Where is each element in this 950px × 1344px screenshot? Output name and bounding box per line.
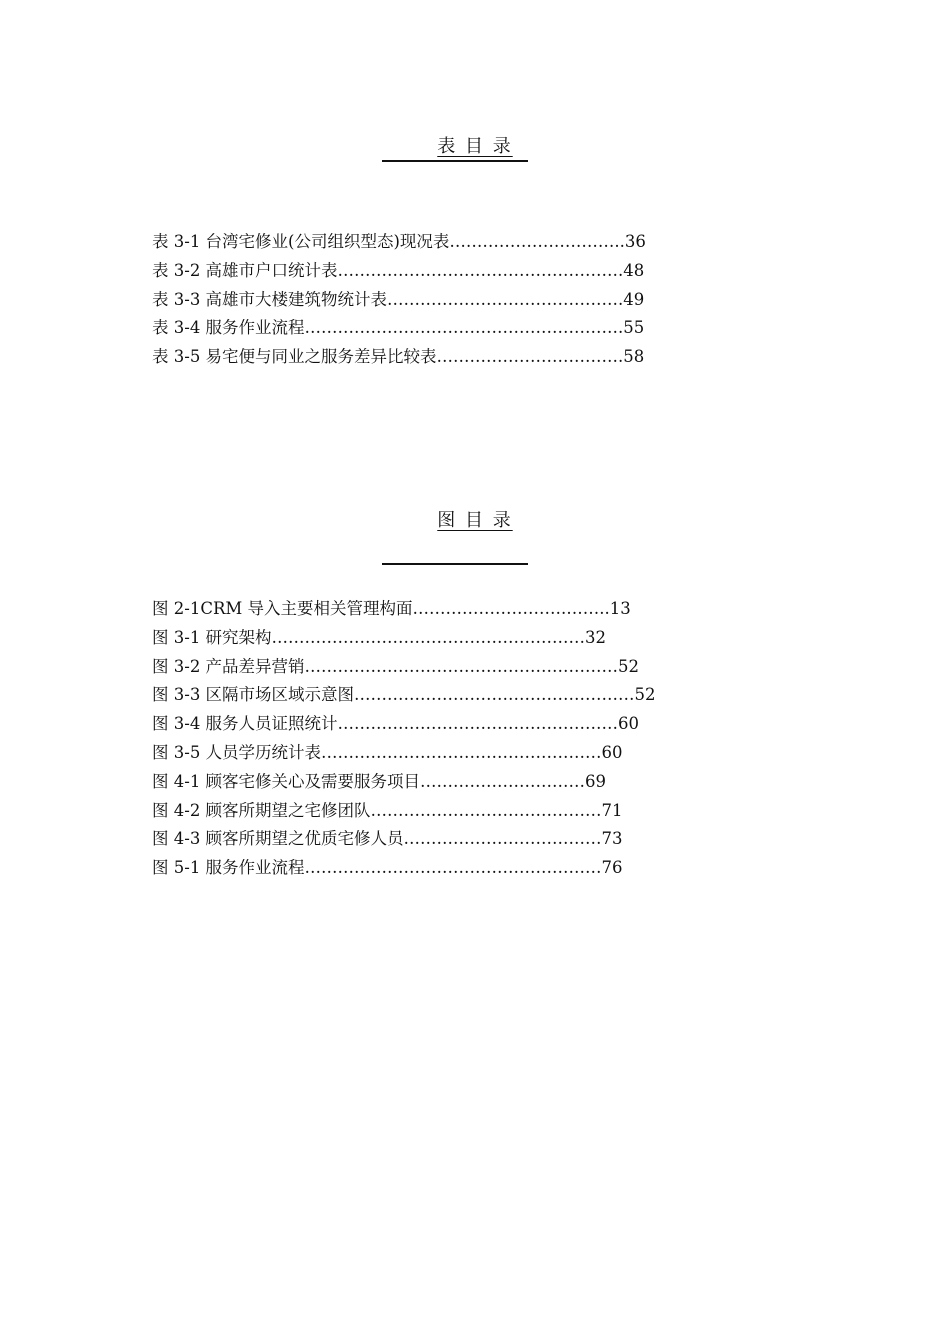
toc-entry-figure-3-3[interactable]: 图 3-3 区隔市场区域示意图……………………………………………52 bbox=[152, 685, 656, 705]
tables-heading-text: 表 目 录 bbox=[437, 136, 513, 157]
tables-list bbox=[152, 228, 646, 372]
toc-entry-figure-3-1[interactable]: 图 3-1 研究架构…………………………………………………32 bbox=[152, 627, 607, 647]
figures-heading-rule bbox=[382, 563, 528, 565]
toc-entry-figure-4-1[interactable]: 图 4-1 顾客宅修关心及需要服务项目…………………………69 bbox=[152, 771, 607, 791]
figures-heading-text: 图 目 录 bbox=[437, 510, 513, 531]
tables-heading bbox=[0, 132, 950, 158]
tables-heading-rule bbox=[382, 160, 528, 162]
toc-entry-table-3-5[interactable]: 表 3-5 易宅便与同业之服务差异比较表…………………………….58 bbox=[152, 347, 645, 367]
toc-entry-figure-3-5[interactable]: 图 3-5 人员学历统计表……………………………………………60 bbox=[152, 742, 623, 762]
toc-entry-table-3-1[interactable]: 表 3-1 台湾宅修业(公司组织型态)现况表…………………………..36 bbox=[152, 232, 646, 251]
toc-entry-figure-2-1[interactable]: 图 2-1CRM 导入主要相关管理构面……………………….……..13 bbox=[152, 599, 631, 618]
toc-entry-table-3-4[interactable]: 表 3-4 服务作业流程………………………………………………….55 bbox=[152, 318, 645, 338]
toc-entry-figure-3-2[interactable]: 图 3-2 产品差异营销…………………………………………………52 bbox=[152, 656, 640, 676]
toc-entry-table-3-3[interactable]: 表 3-3 高雄市大楼建筑物统计表…………………………………….49 bbox=[152, 289, 645, 309]
figures-list bbox=[152, 595, 656, 883]
toc-entry-figure-4-2[interactable]: 图 4-2 顾客所期望之宅修团队……………………………………71 bbox=[152, 800, 623, 820]
toc-entry-figure-3-4[interactable]: 图 3-4 服务人员证照统计……………………………………………60 bbox=[152, 714, 640, 734]
toc-entry-figure-5-1[interactable]: 图 5-1 服务作业流程………………………………………………76 bbox=[152, 858, 623, 878]
toc-entry-figure-4-3[interactable]: 图 4-3 顾客所期望之优质宅修人员………………………………73 bbox=[152, 829, 623, 849]
figures-heading bbox=[0, 506, 950, 532]
toc-entry-table-3-2[interactable]: 表 3-2 高雄市户口统计表…………………………………………….48 bbox=[152, 260, 645, 280]
